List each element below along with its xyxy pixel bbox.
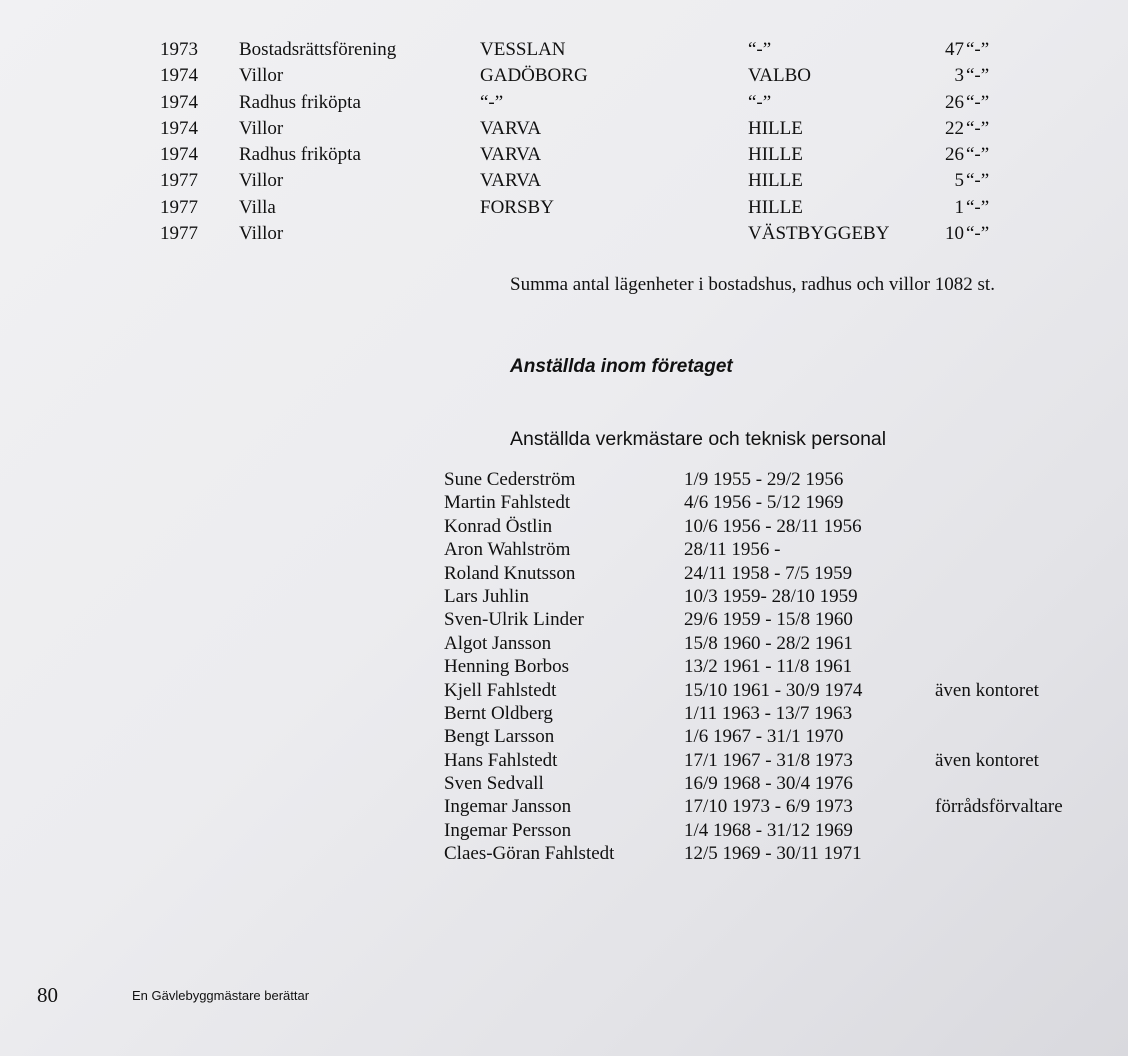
- housing-count: 26: [945, 144, 964, 166]
- housing-count: 26: [945, 91, 964, 113]
- staff-row: [444, 632, 1124, 655]
- housing-count: 1: [954, 196, 964, 218]
- housing-row: [160, 168, 1060, 194]
- housing-count: 10: [945, 223, 964, 245]
- housing-type: Villor: [239, 170, 284, 192]
- housing-name: “-”: [480, 91, 504, 113]
- housing-row: [160, 116, 1060, 142]
- staff-list: [444, 468, 1124, 866]
- staff-note: även kontoret: [935, 749, 1039, 771]
- housing-year: 1977: [160, 170, 198, 192]
- staff-period: 24/11 1958 - 7/5 1959: [684, 562, 853, 584]
- staff-name: Claes-Göran Fahlstedt: [444, 843, 615, 865]
- housing-area: HILLE: [748, 196, 803, 218]
- staff-name: Bengt Larsson: [444, 726, 555, 748]
- staff-row: [444, 468, 1124, 491]
- staff-period: 16/9 1968 - 30/4 1976: [684, 773, 853, 795]
- housing-name: VARVA: [480, 170, 542, 192]
- staff-row: [444, 562, 1124, 585]
- staff-period: 17/10 1973 - 6/9 1973: [684, 796, 853, 818]
- staff-row: [444, 725, 1124, 748]
- housing-year: 1973: [160, 39, 198, 60]
- staff-period: 1/6 1967 - 31/1 1970: [684, 726, 844, 748]
- housing-name: GADÖBORG: [480, 65, 588, 87]
- staff-row: [444, 772, 1124, 795]
- page-number: 80: [37, 983, 58, 1007]
- housing-unit: “-”: [966, 65, 990, 87]
- housing-unit: “-”: [966, 170, 990, 192]
- housing-name: FORSBY: [480, 196, 554, 218]
- staff-period: 1/9 1955 - 29/2 1956: [684, 469, 844, 490]
- staff-name: Sune Cederström: [444, 469, 576, 490]
- housing-name: VESSLAN: [480, 39, 566, 60]
- housing-name: VARVA: [480, 117, 542, 139]
- housing-unit: “-”: [966, 144, 990, 166]
- staff-period: 12/5 1969 - 30/11 1971: [684, 843, 862, 865]
- staff-name: Roland Knutsson: [444, 562, 576, 584]
- staff-row: [444, 655, 1124, 678]
- housing-area: “-”: [748, 91, 772, 113]
- staff-row: [444, 515, 1124, 538]
- staff-name: Konrad Östlin: [444, 515, 553, 537]
- staff-row: [444, 585, 1124, 608]
- staff-name: Algot Jansson: [444, 632, 552, 654]
- housing-type: Villor: [239, 223, 284, 245]
- housing-area: HILLE: [748, 170, 803, 192]
- housing-area: HILLE: [748, 144, 803, 166]
- staff-period: 1/11 1963 - 13/7 1963: [684, 702, 853, 724]
- summary-text: Summa antal lägenheter i bostadshus, radhus och villor 1082 st.: [510, 274, 995, 295]
- housing-count: 5: [954, 170, 964, 192]
- housing-year: 1974: [160, 91, 198, 113]
- staff-name: Hans Fahlstedt: [444, 749, 558, 771]
- staff-note: även kontoret: [935, 679, 1039, 701]
- staff-row: [444, 795, 1124, 818]
- housing-type: Bostadsrättsförening: [239, 39, 397, 60]
- staff-name: Kjell Fahlstedt: [444, 679, 557, 701]
- housing-unit: “-”: [966, 196, 990, 218]
- section-heading: Anställda inom företaget: [510, 356, 733, 377]
- staff-row: [444, 491, 1124, 514]
- staff-row: [444, 608, 1124, 631]
- housing-type: Villor: [239, 117, 284, 139]
- staff-name: Martin Fahlstedt: [444, 492, 571, 514]
- housing-name: VARVA: [480, 144, 542, 166]
- staff-note: förrådsförvaltare: [935, 796, 1063, 818]
- staff-row: [444, 749, 1124, 772]
- housing-count: 47: [945, 39, 964, 60]
- staff-name: Bernt Oldberg: [444, 702, 553, 724]
- staff-row: [444, 819, 1124, 842]
- housing-year: 1977: [160, 196, 198, 218]
- staff-row: [444, 679, 1124, 702]
- housing-row: [160, 63, 1060, 89]
- staff-period: 29/6 1959 - 15/8 1960: [684, 609, 853, 631]
- housing-area: “-”: [748, 39, 772, 60]
- housing-type: Villor: [239, 65, 284, 87]
- staff-row: [444, 842, 1124, 865]
- staff-name: Henning Borbos: [444, 656, 570, 678]
- staff-name: Ingemar Persson: [444, 819, 572, 841]
- housing-unit: “-”: [966, 39, 990, 60]
- housing-row: [160, 90, 1060, 116]
- housing-count: 22: [945, 117, 964, 139]
- staff-period: 15/8 1960 - 28/2 1961: [684, 632, 853, 654]
- housing-area: VÄSTBYGGEBY: [748, 223, 890, 245]
- housing-unit: “-”: [966, 91, 990, 113]
- housing-row: [160, 195, 1060, 221]
- housing-table: [160, 37, 1060, 247]
- staff-name: Lars Juhlin: [444, 585, 529, 607]
- section-subheading: Anställda verkmästare och teknisk personal: [510, 428, 887, 450]
- staff-period: 28/11 1956 -: [684, 539, 781, 561]
- housing-year: 1974: [160, 65, 198, 87]
- housing-unit: “-”: [966, 223, 990, 245]
- book-title: En Gävlebyggmästare berättar: [132, 988, 310, 1003]
- housing-unit: “-”: [966, 117, 990, 139]
- staff-period: 13/2 1961 - 11/8 1961: [684, 656, 853, 678]
- housing-area: VALBO: [748, 65, 811, 87]
- staff-period: 1/4 1968 - 31/12 1969: [684, 819, 853, 841]
- staff-period: 10/3 1959- 28/10 1959: [684, 585, 858, 607]
- housing-row: [160, 37, 1060, 63]
- housing-area: HILLE: [748, 117, 803, 139]
- housing-count: 3: [954, 65, 964, 87]
- housing-year: 1974: [160, 117, 198, 139]
- housing-row: [160, 221, 1060, 247]
- housing-year: 1974: [160, 144, 198, 166]
- housing-type: Radhus friköpta: [239, 91, 361, 113]
- staff-period: 17/1 1967 - 31/8 1973: [684, 749, 853, 771]
- housing-year: 1977: [160, 223, 198, 245]
- staff-row: [444, 538, 1124, 561]
- housing-type: Villa: [239, 196, 276, 218]
- staff-name: Sven Sedvall: [444, 773, 544, 795]
- staff-row: [444, 702, 1124, 725]
- staff-period: 15/10 1961 - 30/9 1974: [684, 679, 863, 701]
- housing-row: [160, 142, 1060, 168]
- staff-name: Sven-Ulrik Linder: [444, 609, 584, 631]
- staff-period: 10/6 1956 - 28/11 1956: [684, 515, 862, 537]
- staff-name: Aron Wahlström: [444, 539, 571, 561]
- housing-type: Radhus friköpta: [239, 144, 361, 166]
- staff-period: 4/6 1956 - 5/12 1969: [684, 492, 844, 514]
- staff-name: Ingemar Jansson: [444, 796, 572, 818]
